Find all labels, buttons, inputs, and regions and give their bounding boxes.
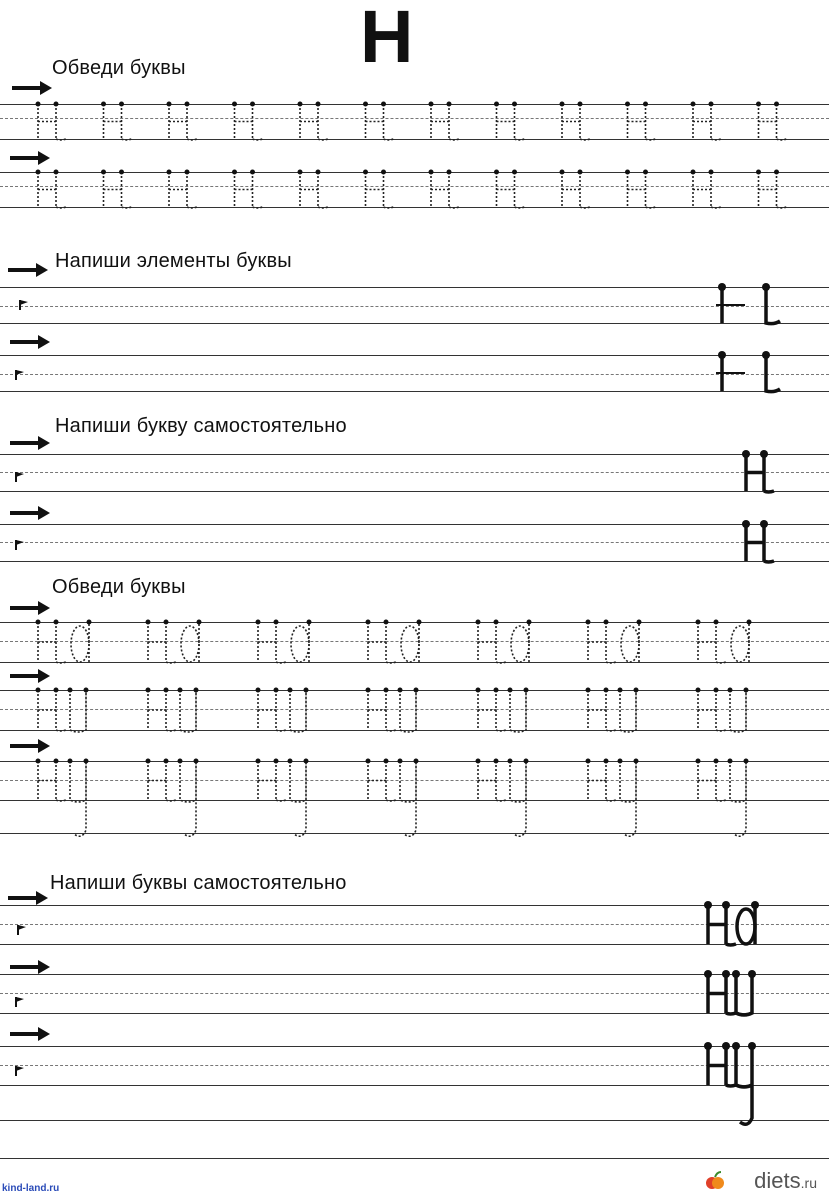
traced-letter <box>363 102 394 141</box>
sample-letter <box>742 450 774 492</box>
traced-syllable <box>366 759 419 837</box>
traced-syllable <box>36 759 89 837</box>
traced-letter <box>625 102 656 141</box>
traced-syllable <box>146 688 199 733</box>
heading-write-letter: Напиши букву самостоятельно <box>55 415 347 437</box>
element-sample <box>716 283 780 324</box>
heading-trace-letters-2: Обведи буквы <box>52 576 186 598</box>
traced-letter <box>560 170 591 209</box>
sample-syllable <box>704 970 756 1015</box>
element-sample <box>716 351 780 392</box>
traced-syllable <box>476 759 529 837</box>
traced-syllable <box>256 688 309 733</box>
traced-letter <box>494 102 525 141</box>
traced-syllable <box>36 688 89 733</box>
sample-syllable <box>704 901 759 945</box>
heading-write-elements: Напиши элементы буквы <box>55 250 292 272</box>
traced-syllable <box>366 688 419 733</box>
traced-letter <box>101 170 132 209</box>
heading-trace-letters-1: Обведи буквы <box>52 57 186 79</box>
traced-syllable <box>366 620 422 664</box>
traced-syllable <box>696 688 749 733</box>
traced-syllable <box>256 620 312 664</box>
traced-syllable <box>146 759 199 837</box>
traced-syllable <box>476 620 532 664</box>
traced-letter <box>232 102 263 141</box>
traced-letter <box>298 170 329 209</box>
sample-letter <box>742 520 774 562</box>
traced-syllable <box>146 620 202 664</box>
source-stamp: kind-land.ru <box>2 1183 60 1194</box>
traced-letter <box>691 102 722 141</box>
traced-syllable <box>586 620 642 664</box>
traced-letter <box>167 170 198 209</box>
traced-letter <box>298 102 329 141</box>
traced-syllable <box>256 759 309 837</box>
traced-letter <box>101 102 132 141</box>
sample-syllable <box>704 1042 756 1124</box>
traced-letter <box>429 170 460 209</box>
traced-letter <box>232 170 263 209</box>
traced-syllable <box>696 759 749 837</box>
traced-letter <box>494 170 525 209</box>
traced-syllable <box>586 759 639 837</box>
traced-syllable <box>696 620 752 664</box>
site-logo: diets.ru <box>754 1168 817 1193</box>
traced-letter <box>363 170 394 209</box>
apple-icon <box>705 1170 725 1192</box>
traced-letter <box>756 102 787 141</box>
traced-letter <box>756 170 787 209</box>
traced-letter <box>429 102 460 141</box>
traced-syllable <box>476 688 529 733</box>
traced-letter <box>691 170 722 209</box>
traced-letter <box>560 102 591 141</box>
traced-letter <box>36 170 67 209</box>
traced-letter <box>36 102 67 141</box>
traced-letter <box>167 102 198 141</box>
traced-syllable <box>36 620 92 664</box>
traced-letter <box>625 170 656 209</box>
traced-syllable <box>586 688 639 733</box>
heading-write-letters: Напиши буквы самостоятельно <box>50 872 347 894</box>
title-letter: Н <box>360 0 414 78</box>
